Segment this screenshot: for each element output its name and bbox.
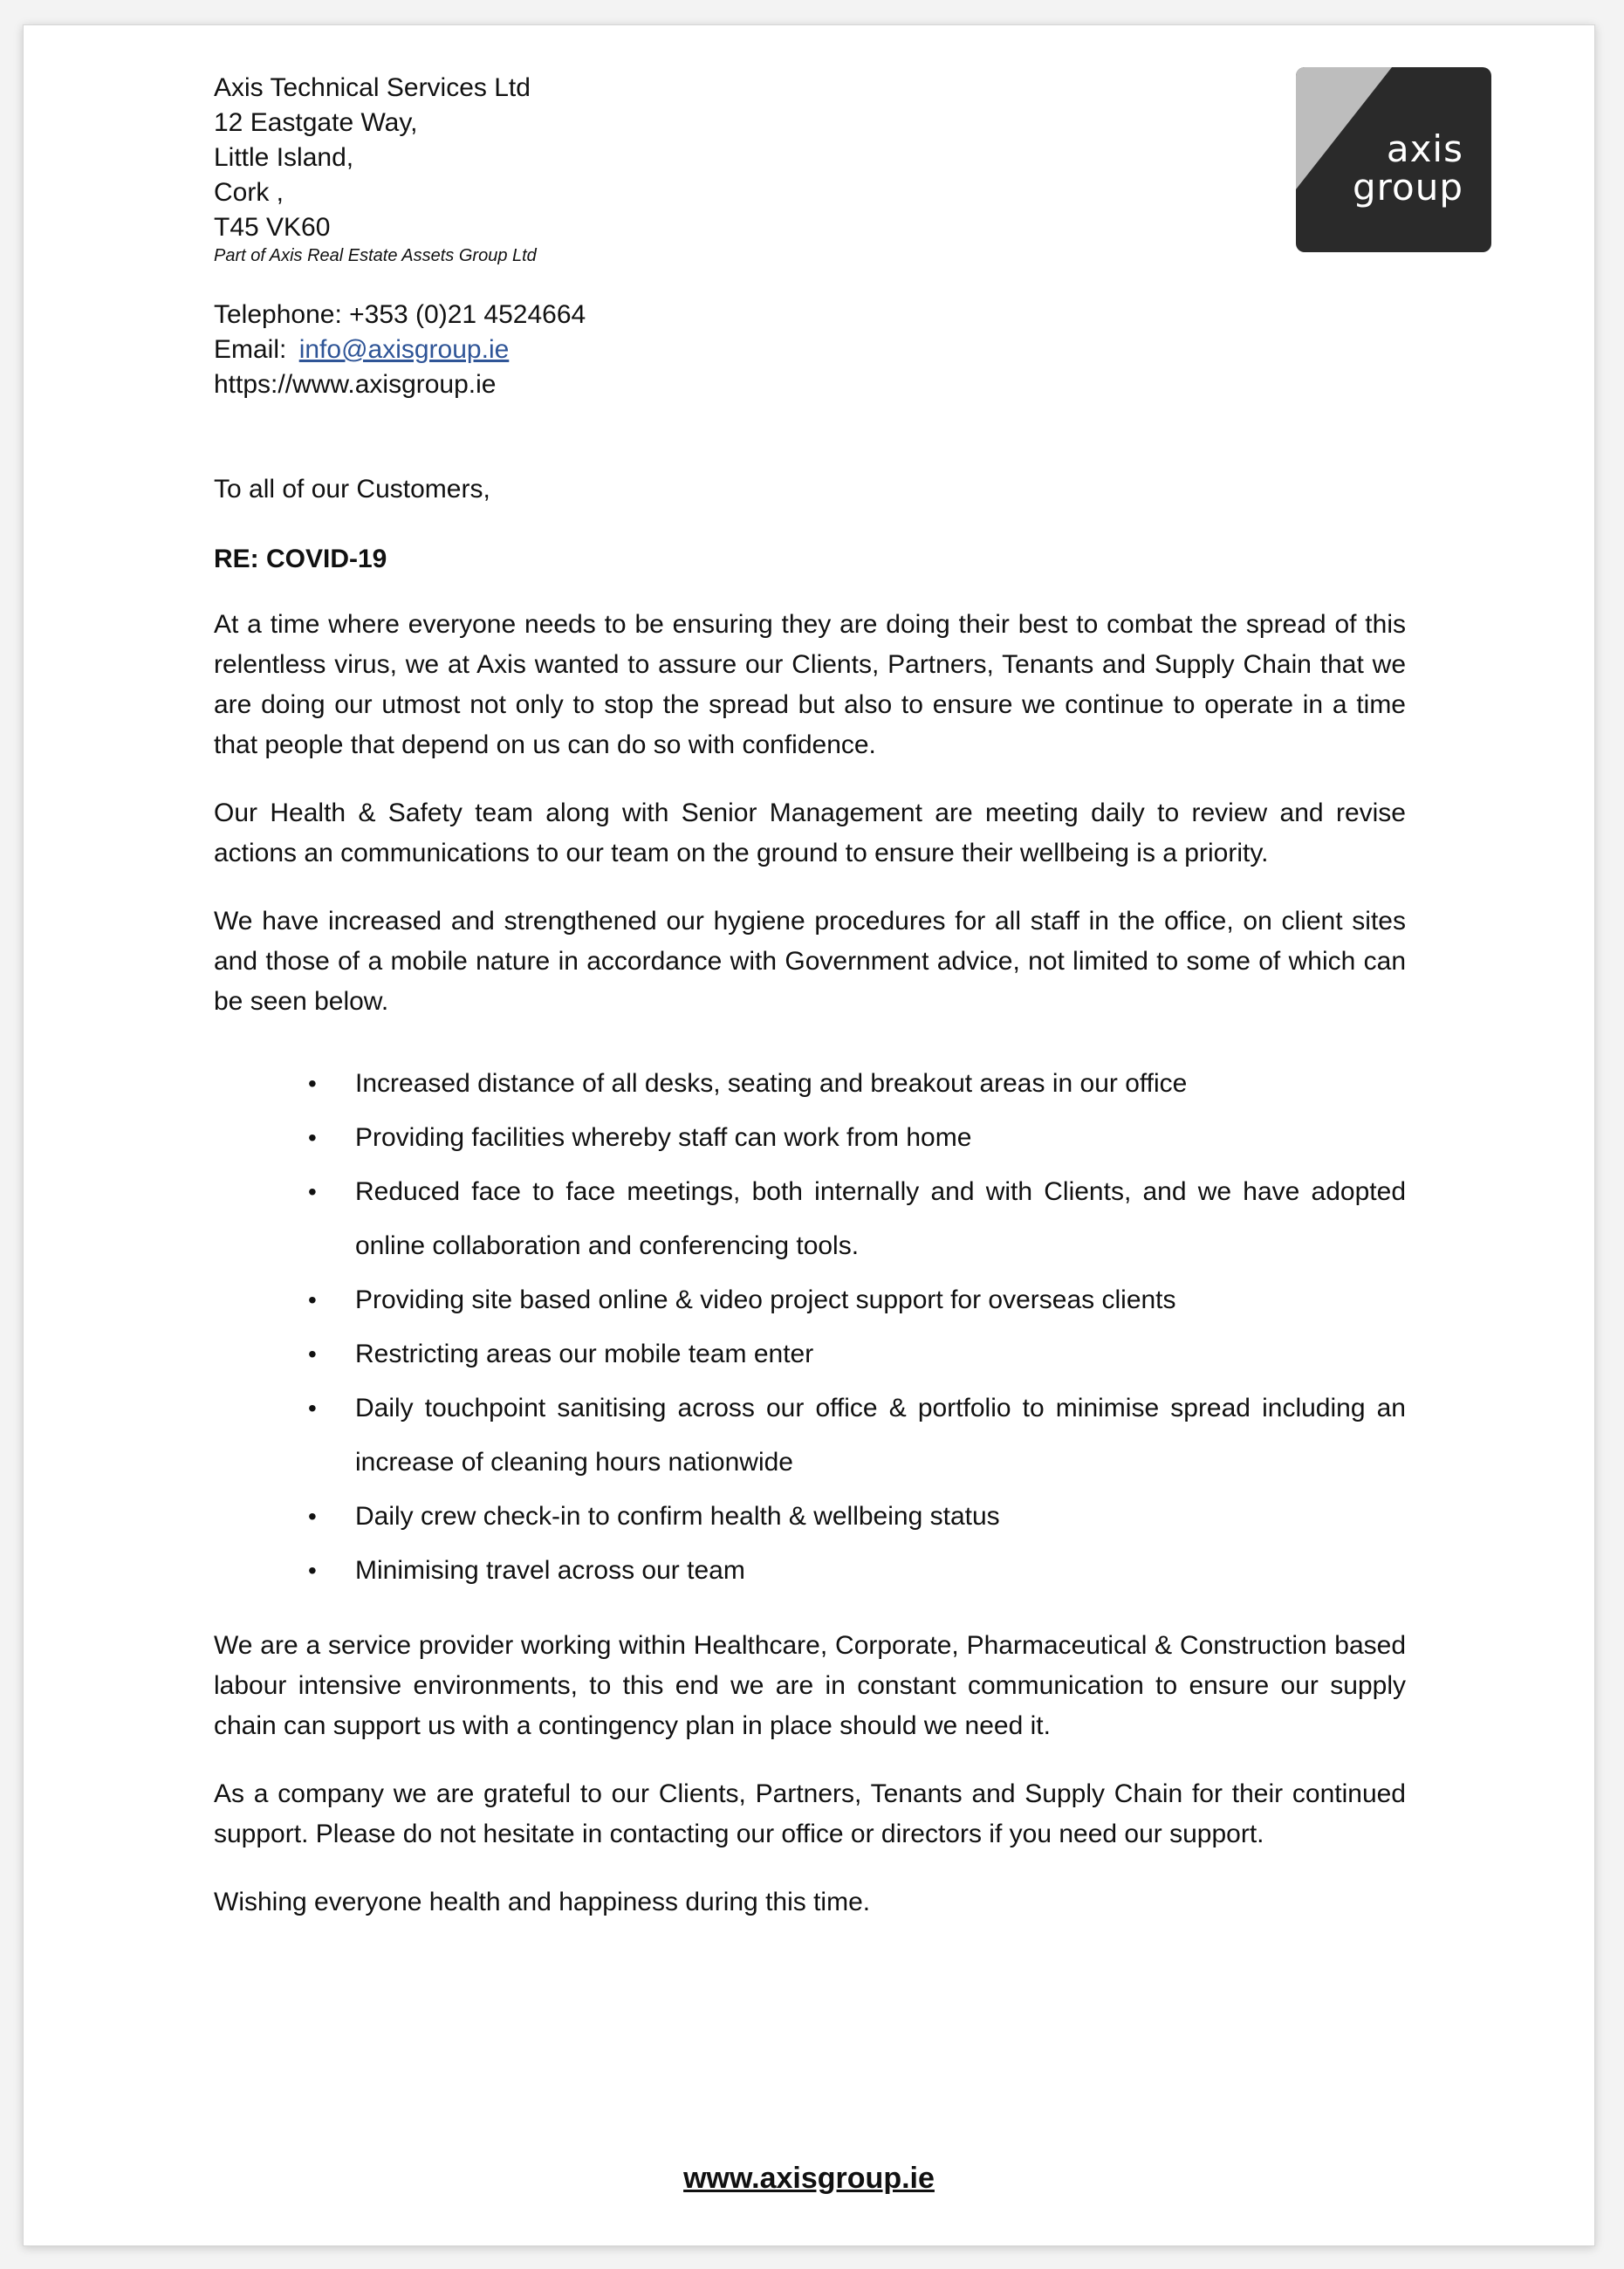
list-item	[308, 1327, 1406, 1381]
paragraph-intro: At a time where everyone needs to be ensuring they are doing their best to combat the spread of this relentless virus, we at Axis wanted to assure our Clients, Partners, Tenants and Supply Chain that we are doing our utmost not only to stop the spread but also to ensure we continue to operate in a time that people that depend on us can do so with confidence.	[214, 610, 1406, 759]
list-item	[308, 1273, 1406, 1327]
bullet-icon: •	[308, 1178, 317, 1205]
list-item-text: Providing site based online & video project support for overseas clients	[355, 1285, 1176, 1314]
sender-address	[214, 71, 1406, 268]
bullet-icon: •	[308, 1124, 317, 1151]
list-item	[308, 1111, 1406, 1165]
paragraph-gratitude: As a company we are grateful to our Clients, Partners, Tenants and Supply Chain for their continued support. Please do not hesitate in contacting our office or directors if you need our support.	[214, 1779, 1406, 1848]
list-item	[308, 1544, 1406, 1598]
subject-line: RE: COVID-19	[214, 545, 387, 573]
address-area: Little Island,	[214, 143, 354, 172]
bullet-icon: •	[308, 1286, 317, 1313]
paragraph-hygiene: We have increased and strengthened our hygiene procedures for all staff in the office, on client sites and those of a mobile nature in accordance with Government advice, not limited to some of which can be seen below.	[214, 907, 1406, 1016]
address-postcode: T45 VK60	[214, 213, 331, 242]
footer-website-link[interactable]: www.axisgroup.ie	[683, 2162, 935, 2195]
letter-page	[23, 24, 1595, 2246]
salutation: To all of our Customers,	[214, 475, 490, 504]
website: https://www.axisgroup.ie	[214, 370, 497, 399]
logo-line-axis: axis	[1386, 127, 1463, 170]
contact-details	[214, 298, 1406, 402]
bullet-icon: •	[308, 1340, 317, 1368]
list-item-text: Providing facilities whereby staff can work from home	[355, 1123, 972, 1152]
list-item-text: Daily touchpoint sanitising across our office & portfolio to minimise spread including an increase of cleaning hours nationwide	[355, 1394, 1406, 1477]
measures-list	[214, 1057, 1406, 1598]
list-item-text: Increased distance of all desks, seating and breakout areas in our office	[355, 1069, 1188, 1098]
list-item	[308, 1490, 1406, 1544]
list-item-text: Reduced face to face meetings, both internally and with Clients, and we have adopted online collaboration and conferencing tools.	[355, 1177, 1406, 1260]
letter-content	[214, 71, 1406, 1923]
list-item	[308, 1165, 1406, 1273]
bullet-icon: •	[308, 1503, 317, 1530]
list-item-text: Restricting areas our mobile team enter	[355, 1340, 814, 1368]
parent-company-note: Part of Axis Real Estate Assets Group Ltd	[214, 246, 537, 265]
list-item	[308, 1057, 1406, 1111]
bullet-icon: •	[308, 1557, 317, 1584]
list-item	[308, 1381, 1406, 1490]
bullet-icon: •	[308, 1395, 317, 1422]
address-city: Cork ,	[214, 178, 284, 207]
paragraph-health-safety: Our Health & Safety team along with Senior Management are meeting daily to review and revise actions an communications to our team on the ground to ensure their wellbeing is a priority.	[214, 799, 1406, 867]
email-link[interactable]: info@axisgroup.ie	[298, 335, 510, 364]
paragraph-service-provider: We are a service provider working within Healthcare, Corporate, Pharmaceutical & Construction based labour intensive environments, to this end we are in constant communication to ensure our supply chain can support us with a contingency plan in place should we need it.	[214, 1631, 1406, 1740]
bullet-icon: •	[308, 1070, 317, 1097]
logo-line-group: group	[1353, 166, 1463, 209]
email-label: Email:	[214, 335, 287, 364]
list-item-text: Minimising travel across our team	[355, 1556, 745, 1585]
email-line	[214, 332, 1406, 367]
telephone: Telephone: +353 (0)21 4524664	[214, 300, 586, 329]
paragraph-wishes: Wishing everyone health and happiness during this time.	[214, 1888, 871, 1916]
address-street: 12 Eastgate Way,	[214, 108, 418, 137]
list-item-text: Daily crew check-in to confirm health & wellbeing status	[355, 1502, 1000, 1531]
address-company: Axis Technical Services Ltd	[214, 73, 531, 102]
